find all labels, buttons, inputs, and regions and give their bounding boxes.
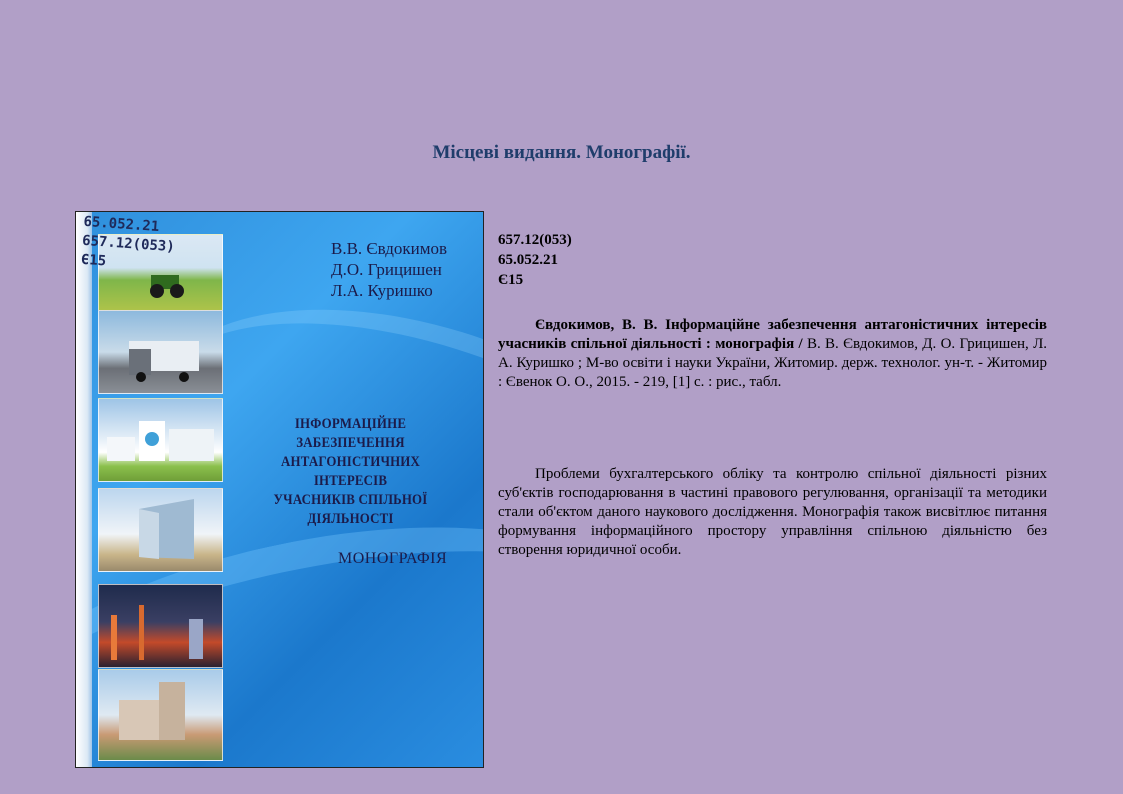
record-author: Євдокимов, В. В. (535, 317, 658, 333)
cover-photo-truck (98, 310, 223, 394)
author-mark: Є15 (498, 272, 524, 288)
cover-handwritten-codes (80, 213, 176, 276)
record-title: Інформаційне забезпечення антагоністичних інтересів учасників спільної діяльності : монографія / (498, 317, 1048, 352)
record-details: В. В. Євдокимов, Д. О. Грицишен, Л. А. Куришко ; М-во освіти і науки України, Житомир. держ. технолог. ун-т. - Житомир : Євенок О. О., 2015. - 219, [1] с. : рис., табл. (498, 336, 1047, 390)
classification-codes (498, 230, 572, 290)
cover-spine-edge (76, 212, 92, 767)
abstract-text: Проблеми бухгалтерського обліку та контролю спільної діяльності різних суб'єктів господарювання в частині правового регулювання, організації та методики стали об'єктом даного наукового дослідження. Монографія також висвітлює питання формування інформаційного простору управління спільною діяльністю без створення юридичної особи. (498, 466, 1047, 558)
udc-code: 657.12(053) (498, 232, 572, 248)
book-cover-image (75, 211, 484, 768)
handwritten-code: 657.12(053) (81, 232, 176, 256)
cover-photo-university-building (98, 669, 223, 761)
cover-authors (331, 238, 447, 301)
bbk-code: 65.052.21 (498, 252, 558, 268)
bibliographic-record (498, 316, 1047, 392)
cover-title-line: АНТАГОНІСТИЧНИХ ІНТЕРЕСІВ (281, 454, 420, 489)
cover-author: Д.О. Грицишен (331, 260, 442, 279)
handwritten-code: 65.052.21 (82, 213, 160, 236)
page-title: Місцеві видання. Монографії. (432, 142, 691, 163)
cover-author: В.В. Євдокимов (331, 239, 448, 258)
cover-author: Л.А. Куришко (331, 281, 433, 300)
cover-photo-refinery-night (98, 584, 223, 668)
cover-title (245, 415, 456, 529)
cover-title-line: УЧАСНИКІВ СПІЛЬНОЇ ДІЯЛЬНОСТІ (273, 492, 428, 527)
cover-kind: МОНОГРАФІЯ (338, 550, 448, 567)
cover-photo-office-building (98, 398, 223, 482)
cover-photo-glass-building (98, 488, 223, 572)
handwritten-code: Є15 (80, 251, 107, 270)
cover-title-line: ІНФОРМАЦІЙНЕ ЗАБЕЗПЕЧЕННЯ (294, 416, 407, 451)
